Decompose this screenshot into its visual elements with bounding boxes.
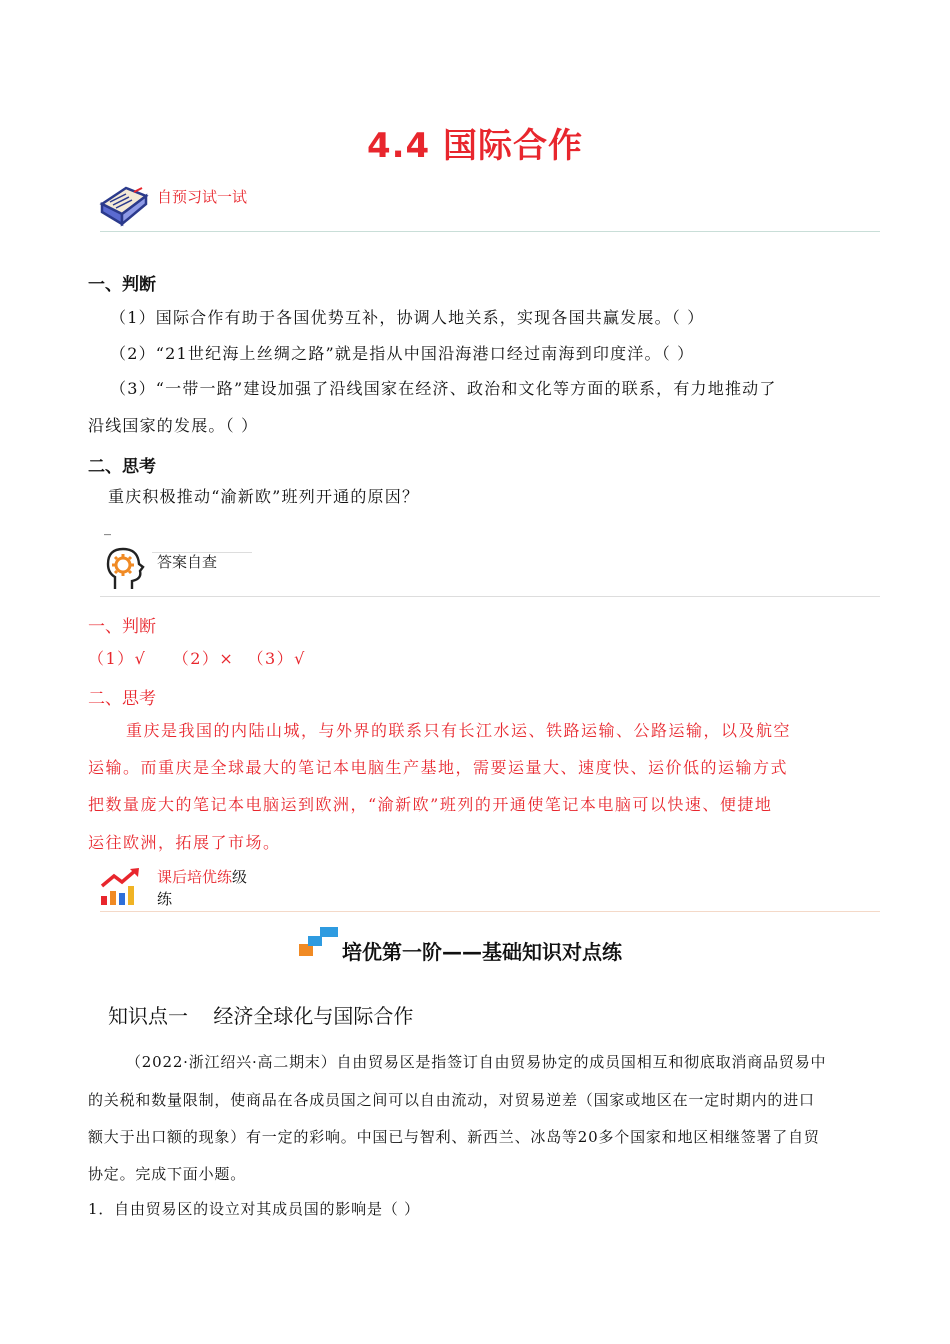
knowledge-point-title: 知识点一 经济全球化与国际合作 bbox=[108, 1004, 414, 1028]
think-question: 重庆积极推动“渝新欧”班列开通的原因？ bbox=[108, 487, 420, 506]
practice-label-red: 课后培优练 bbox=[157, 868, 233, 886]
passage-line-4: 协定。完成下面小题。 bbox=[88, 1165, 247, 1183]
practice-label-suffix: 级 bbox=[232, 868, 248, 886]
judge-item-3: （3）“一带一路”建设加强了沿线国家在经济、政治和文化等方面的联系，有力地推动了 bbox=[110, 379, 777, 398]
stairs-icon bbox=[298, 926, 340, 958]
underscore-mark: _ bbox=[104, 520, 111, 536]
answer-line-2: 运输。而重庆是全球最大的笔记本电脑生产基地，需要运量大、速度快、运价低的运输方式 bbox=[88, 758, 789, 777]
answer-judge-heading: 一、判断 bbox=[88, 617, 156, 637]
practice-label-second-line: 练 bbox=[157, 890, 173, 908]
answer-line-1: 重庆是我国的内陆山城，与外界的联系只有长江水运、铁路运输、公路运输，以及航空 bbox=[126, 721, 792, 740]
passage-line-3: 额大于出口额的现象）有一定的彩响。中国已与智利、新西兰、冰岛等20多个国家和地区相继签署了自贸 bbox=[88, 1128, 820, 1146]
passage-line-2: 的关税和数量限制，使商品在各成员国之间可以自由流动，对贸易逆差（国家或地区在一定时期内的进口 bbox=[88, 1091, 815, 1109]
preview-label: 自预习试一试 bbox=[157, 188, 248, 206]
answer-think-heading: 二、思考 bbox=[88, 689, 156, 709]
preview-think-heading: 二、思考 bbox=[88, 457, 156, 477]
preview-divider bbox=[100, 231, 880, 232]
book-icon bbox=[98, 182, 150, 230]
judge-item-3-cont: 沿线国家的发展。（ ） bbox=[88, 416, 259, 435]
answer-line-3: 把数量庞大的笔记本电脑运到欧洲，“渝新欧”班列的开通使笔记本电脑可以快速、便捷地 bbox=[88, 795, 773, 814]
page-title: 4.4 国际合作 bbox=[366, 126, 584, 166]
head-gear-icon bbox=[102, 545, 146, 593]
judge-item-1: （1）国际合作有助于各国优势互补，协调人地关系，实现各国共赢发展。（ ） bbox=[110, 308, 705, 327]
answers-divider bbox=[100, 596, 880, 597]
practice-divider bbox=[100, 911, 880, 912]
practice-label bbox=[157, 866, 247, 887]
answer-judge-line: （1）√ （2）× （3）√ bbox=[88, 649, 306, 668]
passage-line-1: （2022·浙江绍兴·高二期末）自由贸易区是指签订自由贸易协定的成员国相互和彻底取消商品贸易中 bbox=[126, 1053, 827, 1071]
question-1: 1．自由贸易区的设立对其成员国的影响是（ ） bbox=[88, 1200, 420, 1218]
stage-title: 培优第一阶——基础知识对点练 bbox=[342, 940, 622, 964]
answers-label-line bbox=[152, 552, 252, 553]
growth-chart-icon bbox=[100, 866, 144, 906]
answer-line-4: 运往欧洲，拓展了市场。 bbox=[88, 833, 281, 852]
answers-label: 答案自查 bbox=[157, 553, 218, 571]
judge-item-2: （2）“21世纪海上丝绸之路”就是指从中国沿海港口经过南海到印度洋。（ ） bbox=[110, 344, 695, 363]
preview-judge-heading: 一、判断 bbox=[88, 275, 156, 295]
